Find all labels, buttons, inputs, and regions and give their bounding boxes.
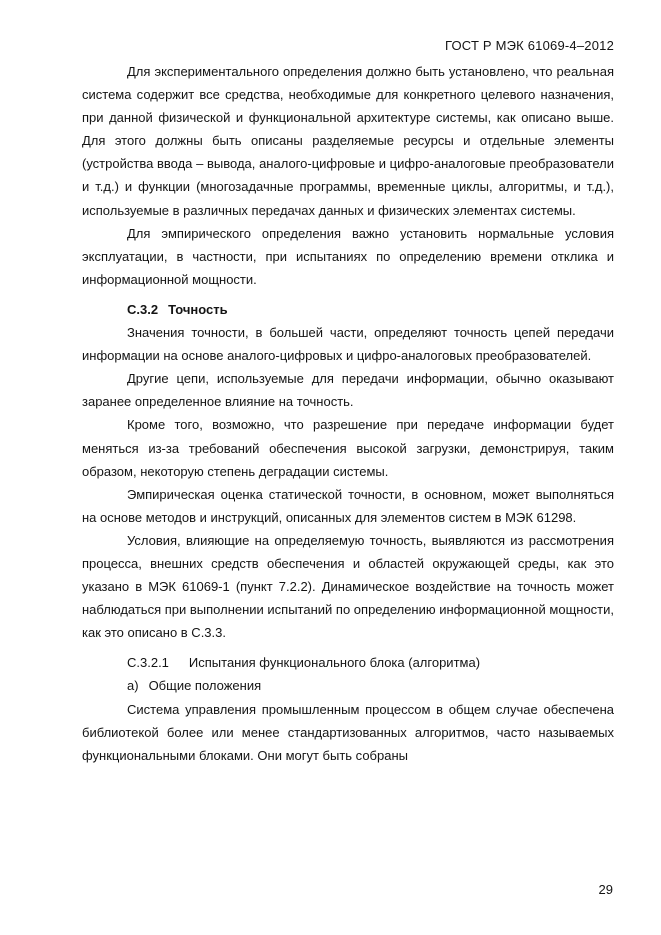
paragraph-experimental-definition: Для экспериментального определения должно быть установлено, что реальная система содержит все средства, необходимые для конкретного целевого назначения, при данной физической и функциональной архитектуре системы, как описано выше. Для этого должны быть описаны разделяемые ресурсы и отдельные элементы (устройства ввода – вывода, аналого-цифровые и цифро-аналоговые преобразователи и т.д.) и функции (многозадачные программы, временные циклы, алгоритмы, и т.д.), используемые в различных передачах данных и физических элементах системы. [82, 64, 614, 218]
list-item-marker: а) [127, 678, 139, 694]
subsection-heading [82, 651, 614, 674]
paragraph-accuracy-values: Значения точности, в большей части, определяют точность цепей передачи информации на основе аналого-цифровых и цифро-аналоговых преобразователей. [82, 325, 614, 364]
list-item-heading [82, 674, 614, 697]
paragraph-influencing-conditions: Условия, влияющие на определяемую точность, выявляются из рассмотрения процесса, внешних средств обеспечения и областей окружающей среды, как это указано в МЭК 61069-1 (пункт 7.2.2). Динамическое воздействие на точность может наблюдаться при выполнении испытаний по определению информационной мощности, как это описано в С.3.3. [82, 532, 615, 641]
paragraph-resolution: Кроме того, возможно, что разрешение при передаче информации будет меняться из-за требований обеспечения высокой загрузки, демонстрируя, таким образом, некоторую степень деградации системы. [82, 417, 614, 479]
subsection-title: Испытания функционального блока (алгоритма) [188, 655, 481, 671]
paragraph-function-blocks: Система управления промышленным процессом в общем случае обеспечена библиотекой более или менее стандартизованных алгоритмов, часто называемых функциональными блоками. Они могут быть собраны [82, 701, 614, 763]
subsection-number: С.3.2.1 [127, 655, 169, 671]
list-item-title: Общие положения [148, 678, 262, 694]
section-title: Точность [168, 301, 228, 317]
paragraph-static-accuracy: Эмпирическая оценка статической точности, в основном, может выполняться на основе методов и инструкций, описанных для элементов систем в МЭК 61298. [82, 486, 614, 525]
page-number: 29 [598, 882, 613, 897]
paragraph-other-circuits: Другие цепи, используемые для передачи информации, обычно оказывают заранее определенное влияние на точность. [82, 371, 614, 410]
paragraph-empirical-definition: Для эмпирического определения важно установить нормальные условия эксплуатации, в частности, при испытаниях по определению времени отклика и информационной мощности. [82, 225, 614, 287]
section-heading [82, 298, 614, 321]
standard-header: ГОСТ Р МЭК 61069-4–2012 [444, 38, 614, 53]
section-number: С.3.2 [127, 301, 159, 317]
document-body [82, 60, 614, 767]
